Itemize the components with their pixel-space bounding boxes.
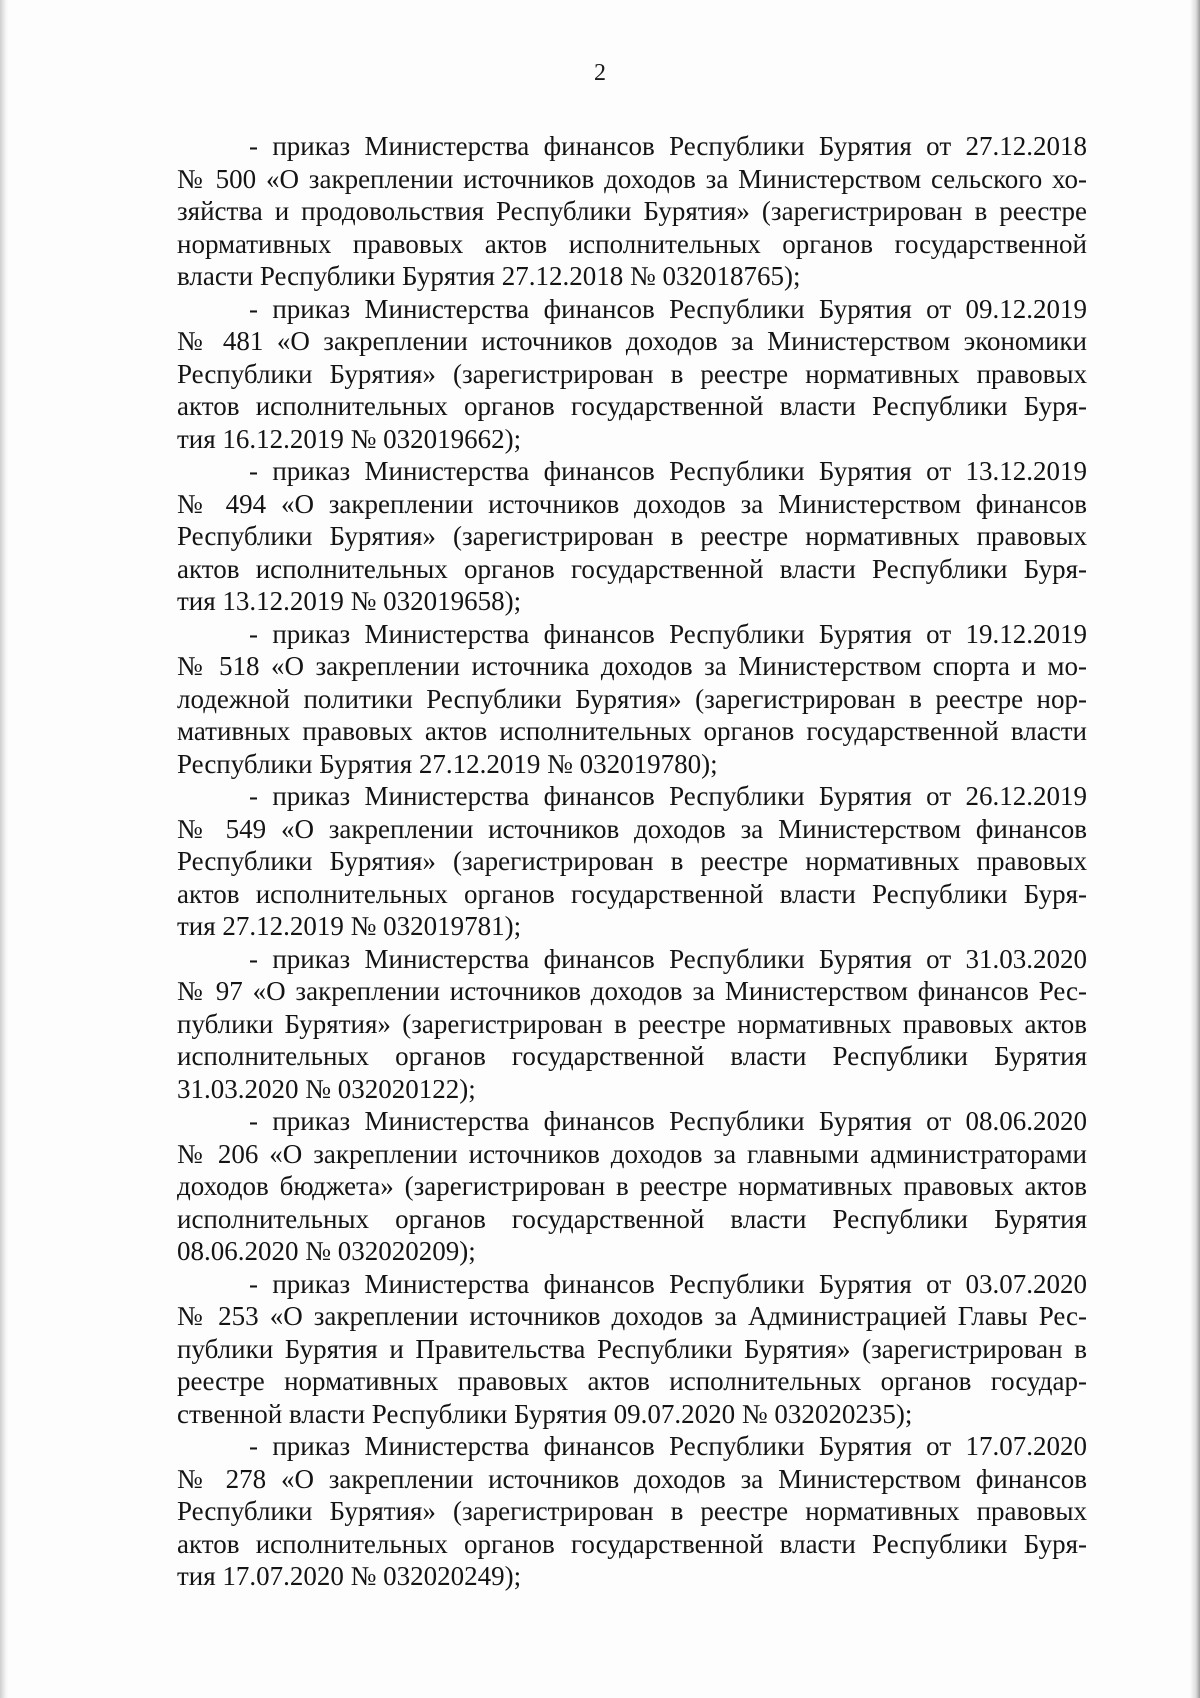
paragraph-line: Республики Бурятия» (зарегистрирован в реестре нормативных правовых xyxy=(177,358,1087,389)
paragraph-line: - приказ Министерства финансов Республики Бурятия от 31.03.2020 xyxy=(249,943,1087,974)
scan-edge-left xyxy=(0,0,8,1698)
paragraph-line: исполнительных органов государственной власти Республики Бурятия xyxy=(177,1041,1087,1071)
paragraph-line: зяйства и продовольствия Республики Бурятия» (зарегистрирован в реестре xyxy=(177,196,1087,226)
page-number: 2 xyxy=(594,60,606,86)
order-paragraph xyxy=(177,1105,1087,1268)
order-paragraph xyxy=(177,293,1087,456)
paragraph-line: - приказ Министерства финансов Республики Бурятия от 26.12.2019 xyxy=(249,781,1087,811)
document-body xyxy=(177,130,1087,1593)
order-paragraph xyxy=(177,943,1087,1106)
paragraph-line: № 518 «О закреплении источника доходов за Министерством спорта и мо- xyxy=(177,651,1087,681)
paragraph-line: актов исполнительных органов государственной власти Республики Буря- xyxy=(177,1528,1087,1559)
paragraph-line: 08.06.2020 № 032020209); xyxy=(177,1236,476,1266)
paragraph-line: - приказ Министерства финансов Республики Бурятия от 03.07.2020 xyxy=(249,1268,1087,1299)
paragraph-line: № 500 «О закреплении источников доходов за Министерством сельского хо- xyxy=(177,163,1087,194)
paragraph-line: лодежной политики Республики Бурятия» (зарегистрирован в реестре нор- xyxy=(177,683,1087,714)
paragraph-line: № 206 «О закреплении источников доходов за главными администраторами xyxy=(177,1138,1087,1169)
paragraph-line: тия 13.12.2019 № 032019658); xyxy=(177,586,522,616)
paragraph-line: публики Бурятия и Правительства Республики Бурятия» (зарегистрирован в xyxy=(177,1333,1087,1364)
paragraph-line: № 97 «О закреплении источников доходов за Министерством финансов Рес- xyxy=(177,976,1087,1006)
paragraph-line: мативных правовых актов исполнительных органов государственной власти xyxy=(177,716,1087,746)
paragraph-line: Республики Бурятия» (зарегистрирован в реестре нормативных правовых xyxy=(177,1496,1087,1526)
paragraph-line: актов исполнительных органов государственной власти Республики Буря- xyxy=(177,553,1087,584)
order-paragraph xyxy=(177,618,1087,781)
paragraph-line: актов исполнительных органов государственной власти Республики Буря- xyxy=(177,391,1087,421)
paragraph-line: - приказ Министерства финансов Республики Бурятия от 09.12.2019 xyxy=(249,293,1087,324)
paragraph-line: - приказ Министерства финансов Республики Бурятия от 13.12.2019 xyxy=(249,456,1087,486)
paragraph-line: Республики Бурятия» (зарегистрирован в реестре нормативных правовых xyxy=(177,521,1087,551)
order-paragraph xyxy=(177,455,1087,618)
paragraph-line: № 549 «О закреплении источников доходов за Министерством финансов xyxy=(177,813,1087,844)
paragraph-line: № 253 «О закреплении источников доходов за Администрацией Главы Рес- xyxy=(177,1301,1087,1331)
paragraph-line: № 278 «О закреплении источников доходов за Министерством финансов xyxy=(177,1463,1087,1494)
order-paragraph xyxy=(177,130,1087,293)
paragraph-line: актов исполнительных органов государственной власти Республики Буря- xyxy=(177,878,1087,909)
paragraph-line: - приказ Министерства финансов Республики Бурятия от 08.06.2020 xyxy=(249,1106,1087,1136)
paragraph-line: - приказ Министерства финансов Республики Бурятия от 17.07.2020 xyxy=(249,1431,1087,1461)
paragraph-line: тия 16.12.2019 № 032019662); xyxy=(177,423,522,454)
paragraph-line: нормативных правовых актов исполнительных органов государственной xyxy=(177,228,1087,259)
paragraph-line: власти Республики Бурятия 27.12.2018 № 032018765); xyxy=(177,261,801,291)
scan-edge-right xyxy=(1190,0,1200,1698)
paragraph-line: № 481 «О закреплении источников доходов за Министерством экономики xyxy=(177,326,1087,356)
order-paragraph xyxy=(177,1268,1087,1431)
paragraph-line: 31.03.2020 № 032020122); xyxy=(177,1073,476,1104)
order-paragraph xyxy=(177,780,1087,943)
paragraph-line: - приказ Министерства финансов Республики Бурятия от 19.12.2019 xyxy=(249,618,1087,649)
paragraph-line: исполнительных органов государственной власти Республики Бурятия xyxy=(177,1203,1087,1234)
paragraph-line: - приказ Министерства финансов Республики Бурятия от 27.12.2018 xyxy=(249,131,1087,161)
paragraph-line: тия 27.12.2019 № 032019781); xyxy=(177,911,522,941)
paragraph-line: реестре нормативных правовых актов исполнительных органов государ- xyxy=(177,1366,1087,1396)
paragraph-line: Республики Бурятия» (зарегистрирован в реестре нормативных правовых xyxy=(177,846,1087,876)
paragraph-line: Республики Бурятия 27.12.2019 № 032019780); xyxy=(177,748,718,779)
paragraph-line: тия 17.07.2020 № 032020249); xyxy=(177,1561,522,1591)
paragraph-line: доходов бюджета» (зарегистрирован в реестре нормативных правовых актов xyxy=(177,1171,1087,1201)
paragraph-line: № 494 «О закреплении источников доходов за Министерством финансов xyxy=(177,488,1087,519)
order-paragraph xyxy=(177,1430,1087,1593)
paragraph-line: публики Бурятия» (зарегистрирован в реестре нормативных правовых актов xyxy=(177,1008,1087,1039)
paragraph-line: ственной власти Республики Бурятия 09.07.2020 № 032020235); xyxy=(177,1398,913,1429)
